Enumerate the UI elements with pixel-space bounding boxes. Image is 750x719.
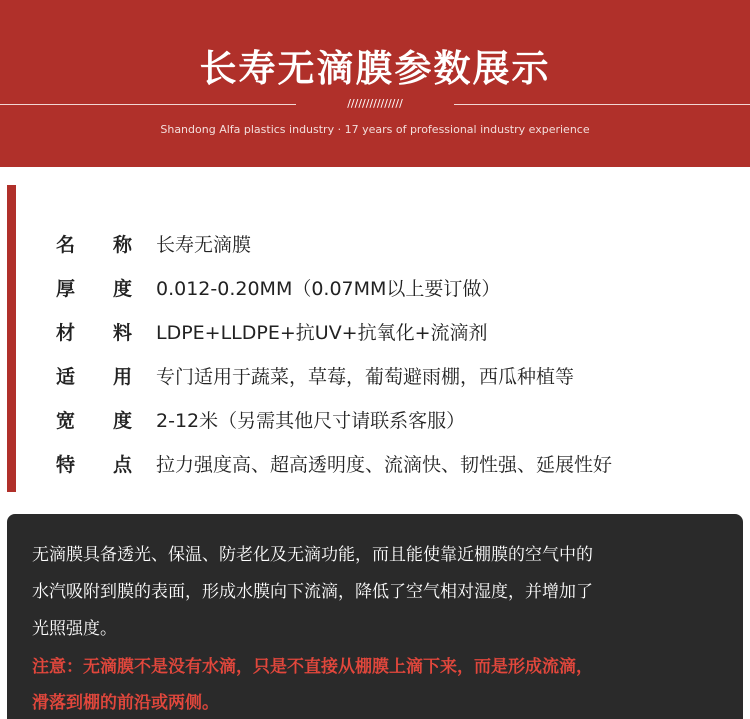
param-row-thickness bbox=[56, 272, 500, 302]
page-title: 长寿无滴膜参数展示 bbox=[199, 47, 551, 90]
param-value: 拉力强度高、超高透明度、流滴快、韧性强、延展性好 bbox=[156, 453, 613, 476]
param-value: 0.012-0.20MM（0.07MM以上要订做） bbox=[156, 277, 501, 300]
divider-left bbox=[0, 104, 296, 105]
param-value: 专门适用于蔬菜，草莓，葡萄避雨棚，西瓜种植等 bbox=[156, 365, 575, 388]
param-label: 厚 度 bbox=[56, 277, 132, 300]
param-row-usage bbox=[56, 360, 574, 390]
param-label: 适 用 bbox=[56, 365, 132, 388]
param-value: 2-12米（另需其他尺寸请联系客服） bbox=[156, 409, 466, 432]
param-value: LDPE+LLDPE+抗UV+抗氧化+流滴剂 bbox=[156, 321, 488, 344]
page-subtitle: Shandong Alfa plastics industry · 17 years of professional industry experience bbox=[160, 123, 590, 136]
param-row-features bbox=[56, 448, 612, 478]
param-label: 材 料 bbox=[56, 321, 132, 344]
slash-ornament: /////////////// bbox=[347, 97, 403, 110]
param-row-width bbox=[56, 404, 465, 434]
param-row-name bbox=[56, 228, 251, 258]
note-line-2: 滑落到棚的前沿或两侧。 bbox=[32, 693, 219, 713]
header-banner bbox=[0, 0, 750, 167]
description-line-3: 光照强度。 bbox=[32, 619, 117, 639]
note-line-1: 注意：无滴膜不是没有水滴，只是不直接从棚膜上滴下来，而是形成流滴， bbox=[32, 657, 593, 677]
description-line-1: 无滴膜具备透光、保温、防老化及无滴功能，而且能使靠近棚膜的空气中的 bbox=[32, 545, 593, 565]
param-label: 名 称 bbox=[56, 233, 132, 256]
parameters-section bbox=[7, 185, 750, 492]
param-label: 特 点 bbox=[56, 453, 132, 476]
param-row-material bbox=[56, 316, 488, 346]
accent-bar bbox=[7, 185, 16, 492]
divider-right bbox=[454, 104, 750, 105]
param-value: 长寿无滴膜 bbox=[156, 233, 252, 256]
description-panel bbox=[7, 514, 743, 719]
description-line-2: 水汽吸附到膜的表面，形成水膜向下流滴，降低了空气相对湿度，并增加了 bbox=[32, 582, 593, 602]
param-label: 宽 度 bbox=[56, 409, 132, 432]
